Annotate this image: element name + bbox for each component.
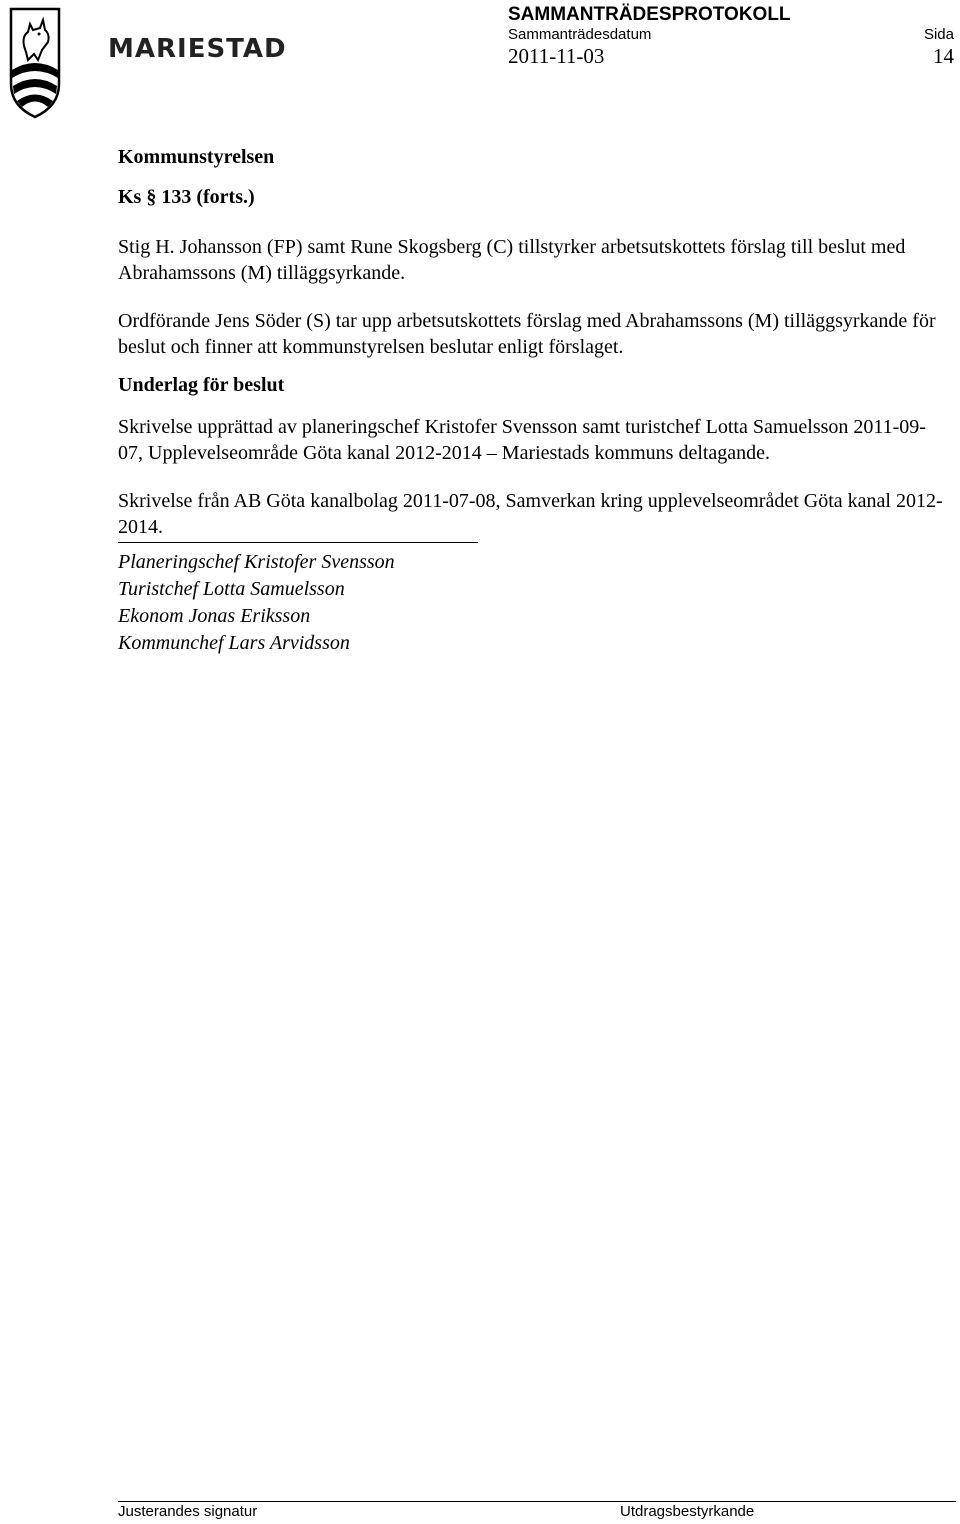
recipient-list xyxy=(118,549,948,657)
page-label: Sida xyxy=(923,26,954,43)
recipient-item: Ekonom Jonas Eriksson xyxy=(118,605,311,627)
protocol-title: SAMMANTRÄDESPROTOKOLL xyxy=(508,4,791,25)
divider-line xyxy=(118,542,478,543)
body-paragraph-1: Stig H. Johansson (FP) samt Rune Skogsberg (C) tillstyrker arbetsutskottets förslag till beslut med Abrahamssons (M) tilläggsyrkande. xyxy=(118,236,906,284)
body-paragraph-4: Skrivelse från AB Göta kanalbolag 2011-07-08, Samverkan kring upplevelseområdet Göta kanal 2012-2014. xyxy=(118,490,943,538)
organization-heading: Kommunstyrelsen xyxy=(118,146,275,168)
recipient-item: Kommunchef Lars Arvidsson xyxy=(118,632,350,654)
recipient-item: Turistchef Lotta Samuelsson xyxy=(118,578,345,600)
footer-divider xyxy=(118,1501,956,1502)
section-heading: Underlag för beslut xyxy=(118,374,285,396)
mariestad-coat-of-arms-logo xyxy=(8,6,62,120)
paragraph-heading: Ks § 133 (forts.) xyxy=(118,186,255,208)
extract-certification-label: Utdragsbestyrkande xyxy=(620,1503,755,1520)
page-number: 14 xyxy=(933,44,954,68)
document-body xyxy=(118,144,948,657)
brand-name: MARIESTAD xyxy=(108,34,287,64)
signature-label: Justerandes signatur xyxy=(118,1503,258,1520)
body-paragraph-3: Skrivelse upprättad av planeringschef Kristofer Svensson samt turistchef Lotta Samuelsson 2011-09-07, Upplevelseområde Göta kanal 2012-2014 – Mariestads kommuns deltagande. xyxy=(118,416,926,464)
meeting-date-label: Sammanträdesdatum xyxy=(508,26,652,43)
meeting-date: 2011-11-03 xyxy=(508,44,605,68)
recipient-item: Planeringschef Kristofer Svensson xyxy=(118,551,395,573)
body-paragraph-2: Ordförande Jens Söder (S) tar upp arbetsutskottets förslag med Abrahamssons (M) tilläggsyrkande för beslut och finner att kommunstyrelsen beslutar enligt förslaget. xyxy=(118,310,936,358)
